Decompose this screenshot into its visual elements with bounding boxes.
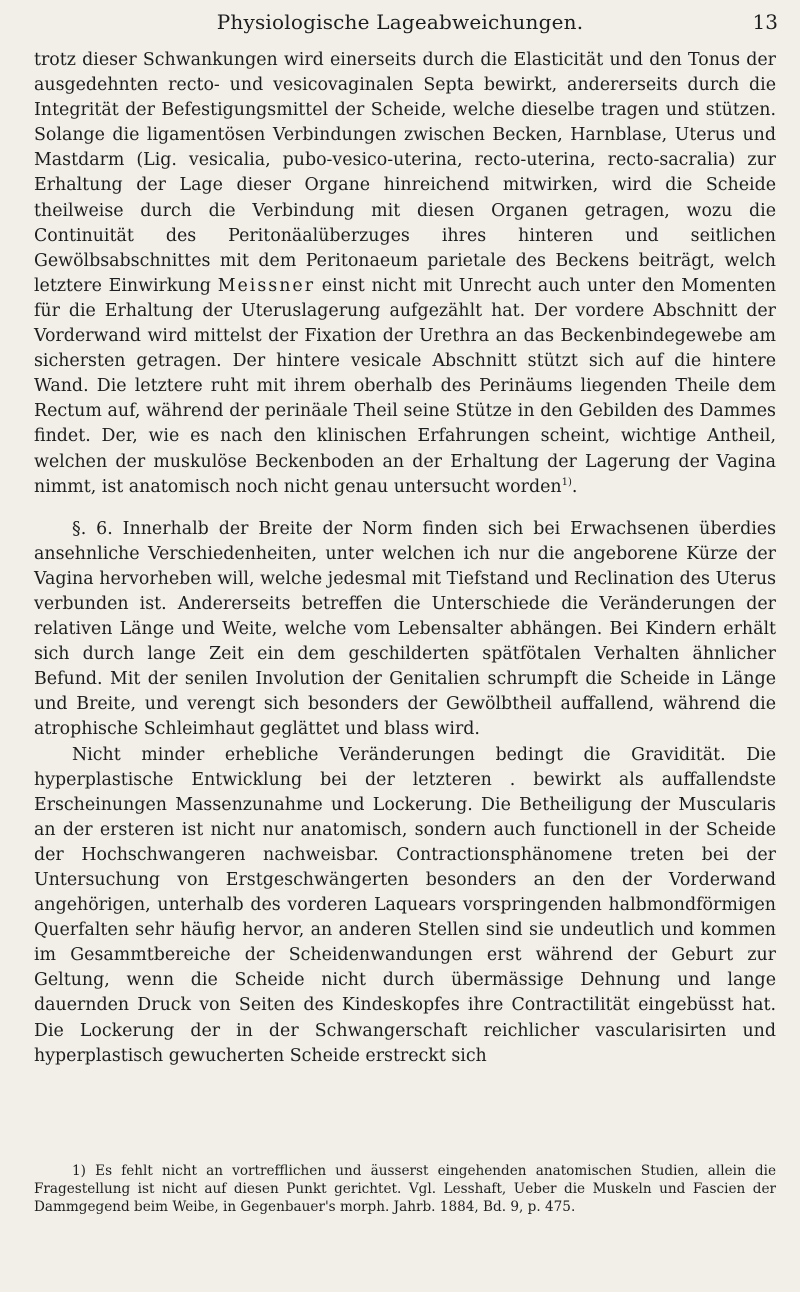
- page-header: [0, 6, 800, 42]
- paragraph-1-text: trotz dieser Schwankungen wird einerseits durch die Elasticität und den Tonus der ausgedehnten recto- und vesicovaginalen Septa bewirkt, andererseits durch die Integrität der Befestigungsmittel der Scheide, welche dieselbe tragen und stützen. Solange die ligamentösen Verbindungen zwischen Becken, Harnblase, Uterus und Mastdarm (Lig. vesicalia, pubo-vesico-uterina, recto-uterina, recto-sacralia) zur Erhaltung der Lage dieser Organe hinreichend mitwirken, wird die Scheide theilweise durch die Verbindung mit diesen Organen getragen, wozu die Continuität des Peritonäalüberzuges ihres hinteren und seitlichen Gewölbsabschnittes mit dem Peritonaeum parietale des Beckens beiträgt, welch letztere Einwirkung: [34, 50, 776, 296]
- page-number: 13: [752, 10, 778, 34]
- paragraph-1-continued: einst nicht mit Unrecht auch unter den Momenten für die Erhaltung der Uteruslagerung aufgezählt hat. Der vordere Abschnitt der Vorderwand wird mittelst der Fixation der Urethra an das Beckenbindegewebe am sichersten getragen. Der hintere vesicale Abschnitt stützt sich auf die hintere Wand. Die letztere ruht mit ihrem oberhalb des Perinäums liegenden Theile dem Rectum auf, während der perinäale Theil seine Stütze in den Gebilden des Dammes findet. Der, wie es nach den klinischen Erfahrungen scheint, wichtige Antheil, welchen der muskulöse Beckenboden an der Erhaltung der Lagerung der Vagina nimmt, ist anatomisch noch nicht genau untersucht worden: [34, 275, 777, 497]
- footnote-text: Es fehlt nicht an vortrefflichen und äusserst eingehenden anatomischen Studien, allein die Fragestellung ist nicht auf diesen Punkt gerichtet. Vgl. Lesshaft, Ueber die Muskeln und Fascien der Dammgegend beim Weibe, in Gegenbauer's morph. Jahrb. 1884, Bd. 9, p. 475.: [34, 1163, 776, 1215]
- footnote-marker: 1): [72, 1163, 86, 1179]
- author-name-meissner: Meissner: [217, 275, 316, 296]
- paragraph-section-6: §. 6. Innerhalb der Breite der Norm finden sich bei Erwachsenen überdies ansehnliche Verschiedenheiten, unter welchen ich nur die angeborene Kürze der Vagina hervorheben will, welche jedesmal mit Tiefstand und Reclination des Uterus verbunden ist. Andererseits betreffen die Unterschiede die Veränderungen der relativen Länge und Weite, welche vom Lebensalter abhängen. Bei Kindern erhält sich durch lange Zeit ein dem geschilderten spätfötalen Verhalten ähnlicher Befund. Mit der senilen Involution der Genitalien schrumpft die Scheide in Länge und Breite, und verengt sich besonders der Gewölbtheil auffallend, während die atrophische Schleimhaut geglättet und blass wird.: [34, 518, 776, 740]
- running-title: Physiologische Lageabweichungen.: [216, 10, 584, 34]
- paragraph-1: trotz dieser Schwankungen wird einerseits durch die Elasticität und den Tonus der ausgedehnten recto- und vesicovaginalen Septa bewirkt, andererseits durch die Integrität der Befestigungsmittel der Scheide, welche dieselbe tragen und stützen. Solange die ligamentösen Verbindungen zwischen Becken, Harnblase, Uterus und Mastdarm (Lig. vesicalia, pubo-vesico-uterina, recto-uterina, recto-sacralia) zur Erhaltung der Lage dieser Organe hinreichend mitwirken, wird die Scheide theilweise durch die Verbindung mit diesen Organen getragen, wozu die Continuität des Peritonäalüberzuges ihres hinteren und seitlichen Gewölbsabschnittes mit dem Peritonaeum parietale des Beckens beiträgt, welch letztere Einwirkung Meissner einst nicht mit Unrecht auch unter den Momenten für die Erhaltung der Uteruslagerung aufgezählt hat. Der vordere Abschnitt der Vorderwand wird mittelst der Fixation der Urethra an das Beckenbindegewebe am sichersten getragen. Der hintere vesicale Abschnitt stützt sich auf die hintere Wand. Die letztere ruht mit ihrem oberhalb des Perinäums liegenden Theile dem Rectum auf, während der perinäale Theil seine Stütze in den Gebilden des Dammes findet. Der, wie es nach den klinischen Erfahrungen scheint, wichtige Antheil, welchen der muskulöse Beckenboden an der Erhaltung der Lagerung der Vagina nimmt, ist anatomisch noch nicht genau untersucht worden$^{1)}$.: [34, 50, 777, 497]
- footnote-reference: 1): [561, 476, 572, 488]
- body-text: [34, 48, 776, 1069]
- paragraph-gravidity: Nicht minder erhebliche Veränderungen bedingt die Gravidität. Die hyperplastische Entwicklung bei der letzteren . bewirkt als auffallendste Erscheinungen Massenzunahme und Lockerung. Die Betheiligung der Muscularis an der ersteren ist nicht nur anatomisch, sondern auch functionell in der Scheide der Hochschwangeren nachweisbar. Contractionsphänomene treten bei der Untersuchung von Erstgeschwängerten besonders an den der Vorderwand angehörigen, unterhalb des vorderen Laquears vorspringenden halbmondförmigen Querfalten sehr häufig hervor, an anderen Stellen sind sie undeutlich und kommen im Gesammtbereiche der Scheidenwandungen erst während der Geburt zur Geltung, wenn die Scheide nicht durch übermässige Dehnung und lange dauernden Druck von Seiten des Kindeskopfes ihre Contractilität eingebüsst hat. Die Lockerung der in der Schwangerschaft reichlicher vascularisirten und hyperplastisch gewucherten Scheide erstreckt sich: [34, 744, 776, 1066]
- footnote: [34, 1162, 776, 1216]
